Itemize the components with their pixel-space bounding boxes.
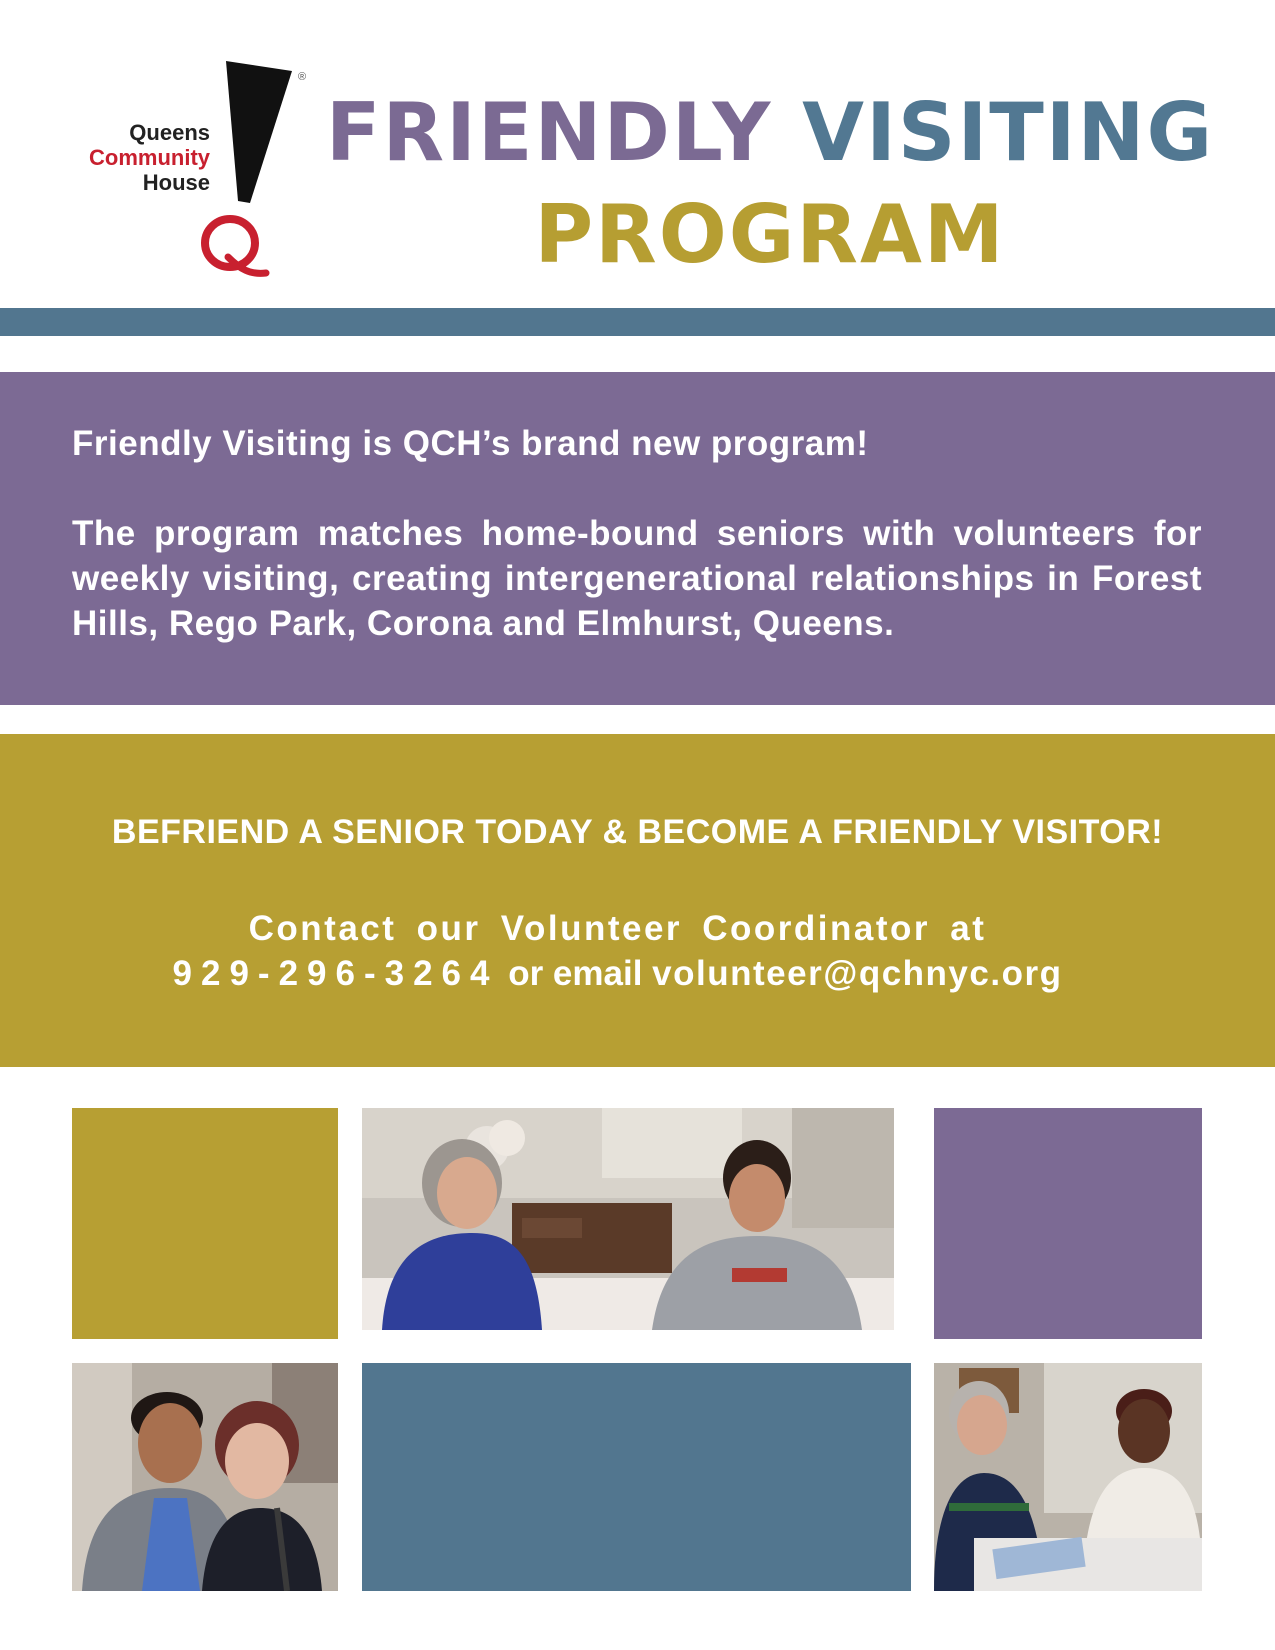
intro-headline: Friendly Visiting is QCH’s brand new program! xyxy=(72,424,869,463)
email-address[interactable]: volunteer@qchnyc.org xyxy=(652,954,1063,993)
title-visiting: VISITING xyxy=(802,86,1215,179)
divider-bar xyxy=(0,308,1275,336)
intro-body: The program matches home-bound seniors with volunteers for weekly visiting, creating intergenerational relationships in Forest Hills, Rego Park, Corona and Elmhurst, Queens. xyxy=(72,514,1202,643)
or-email-text: or email xyxy=(498,954,653,993)
purple-tile xyxy=(934,1108,1202,1339)
photo-man-and-senior-woman xyxy=(72,1363,338,1591)
phone-number: 929-296-3264 xyxy=(172,954,499,993)
qch-logo xyxy=(70,55,310,295)
registered-mark: ® xyxy=(298,71,307,83)
blue-tile xyxy=(362,1363,911,1591)
logo-text-community: Community xyxy=(89,145,210,170)
contact-line: Contact our Volunteer Coordinator at xyxy=(248,909,987,948)
photo-senior-man-and-woman xyxy=(934,1363,1202,1591)
logo-text-house: House xyxy=(142,170,210,195)
title-friendly: FRIENDLY xyxy=(325,86,773,179)
exclamation-q-logo-icon xyxy=(70,55,310,295)
cta-panel xyxy=(0,734,1275,1067)
cta-headline: BEFRIEND A SENIOR TODAY & BECOME A FRIENDLY VISITOR! xyxy=(111,813,1164,851)
title-program: PROGRAM xyxy=(534,188,1006,281)
gold-tile xyxy=(72,1108,338,1339)
title-line-1 xyxy=(320,88,1220,178)
logo-text-queens: Queens xyxy=(129,120,210,145)
contact-details xyxy=(0,952,1235,996)
photo-senior-woman-and-young-man xyxy=(362,1108,894,1330)
